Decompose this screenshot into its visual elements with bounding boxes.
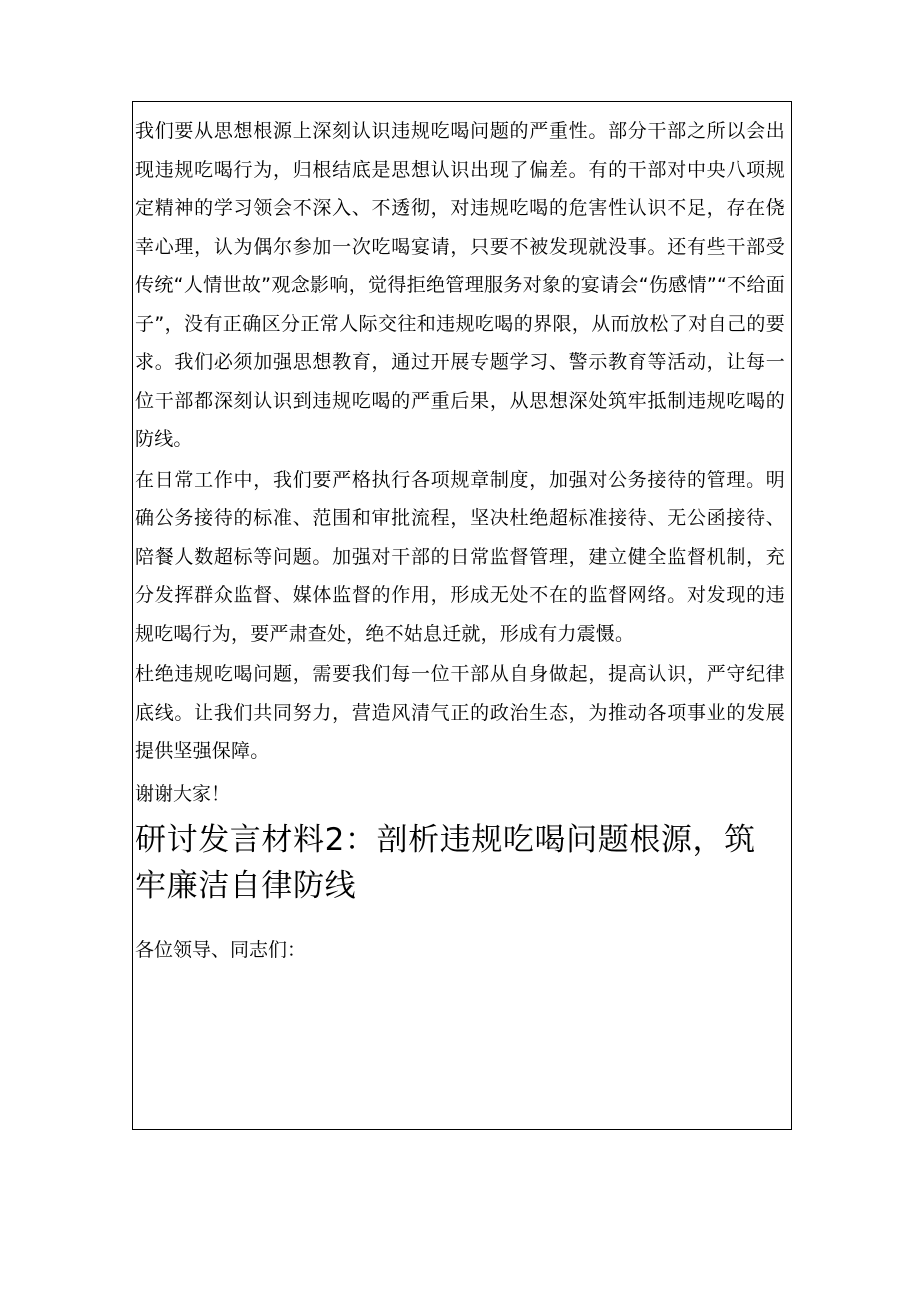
document-body bbox=[135, 112, 785, 969]
paragraph-ideological-roots: 我们要从思想根源上深刻认识违规吃喝问题的严重性。部分干部之所以会出现违规吃喝行为，归根结底是思想认识出现了偏差。有的干部对中央八项规定精神的学习领会不深入、不透彻，对违规吃喝的危害性认识不足，存在侥幸心理，认为偶尔参加一次吃喝宴请，只要不被发现就没事。还有些干部受传统“人情世故”观念影响，觉得拒绝管理服务对象的宴请会“伤感情”“不给面子”，没有正确区分正常人际交往和违规吃喝的界限，从而放松了对自己的要求。我们必须加强思想教育，通过开展专题学习、警示教育等活动，让每一位干部都深刻认识到违规吃喝的严重后果，从思想深处筑牢抵制违规吃喝的防线。 bbox=[135, 120, 785, 450]
paragraph-conclusion: 杜绝违规吃喝问题，需要我们每一位干部从自身做起，提高认识，严守纪律底线。让我们共同努力，营造风清气正的政治生态，为推动各项事业的发展提供坚强保障。 bbox=[135, 663, 785, 762]
paragraph-daily-work: 在日常工作中，我们要严格执行各项规章制度，加强对公务接待的管理。明确公务接待的标准、范围和审批流程，坚决杜绝超标准接待、无公函接待、陪餐人数超标等问题。加强对干部的日常监督管理，建立健全监督机制，充分发挥群众监督、媒体监督的作用，形成无处不在的监督网络。对发现的违规吃喝行为，要严肃查处，绝不姑息迁就，形成有力震慑。 bbox=[135, 468, 785, 645]
salutation: 各位领导、同志们： bbox=[135, 938, 307, 961]
closing-thanks: 谢谢大家！ bbox=[135, 782, 231, 805]
section-heading: 研讨发言材料2：剖析违规吃喝问题根源，筑牢廉洁自律防线 bbox=[135, 821, 756, 904]
